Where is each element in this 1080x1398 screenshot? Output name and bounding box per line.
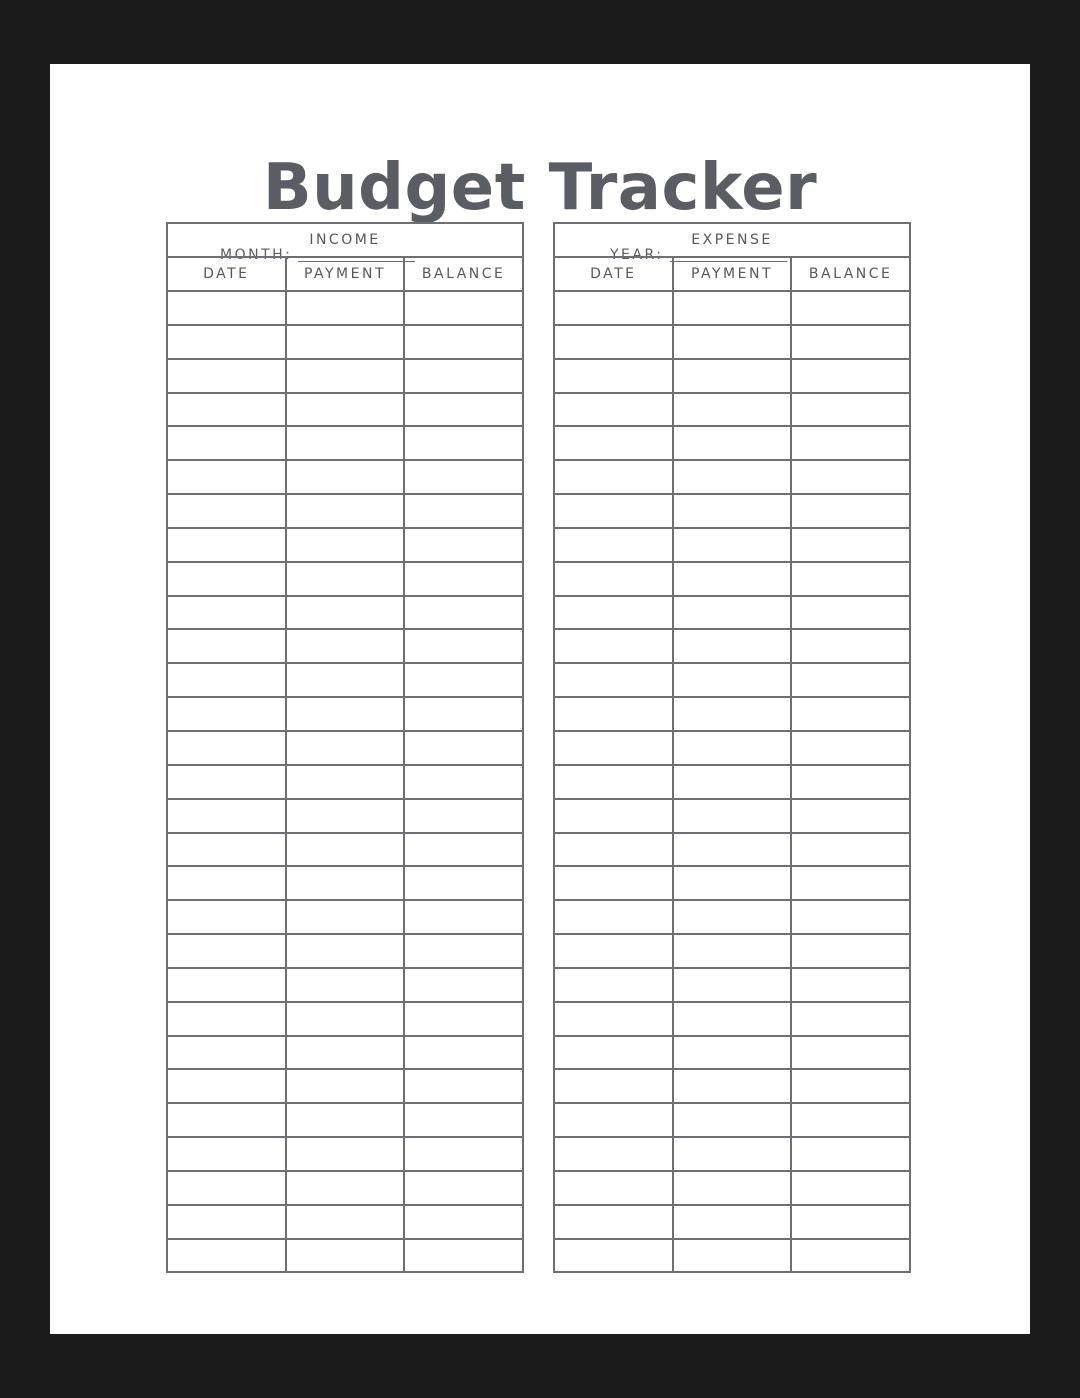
table-row (167, 833, 523, 867)
income-payment-cell[interactable] (286, 426, 405, 460)
income-balance-cell[interactable] (404, 833, 523, 867)
table-row (554, 765, 910, 799)
table-row (167, 663, 523, 697)
income-date-cell[interactable] (167, 866, 286, 900)
table-row (554, 359, 910, 393)
expense-payment-cell[interactable] (673, 731, 792, 765)
expense-payment-cell[interactable] (673, 325, 792, 359)
expense-balance-cell[interactable] (791, 1103, 910, 1137)
income-date-cell[interactable] (167, 731, 286, 765)
expense-payment-cell[interactable] (673, 765, 792, 799)
expense-payment-cell[interactable] (673, 1171, 792, 1205)
table-row (167, 562, 523, 596)
income-payment-cell[interactable] (286, 1069, 405, 1103)
expense-payment-cell[interactable] (673, 1103, 792, 1137)
income-date-cell[interactable] (167, 528, 286, 562)
expense-date-cell[interactable] (554, 1069, 673, 1103)
expense-balance-cell[interactable] (791, 1069, 910, 1103)
income-payment-cell[interactable] (286, 460, 405, 494)
income-payment-cell[interactable] (286, 325, 405, 359)
expense-balance-cell[interactable] (791, 393, 910, 427)
table-row (167, 1239, 523, 1273)
income-date-cell[interactable] (167, 1103, 286, 1137)
income-balance-cell[interactable] (404, 1036, 523, 1070)
income-payment-cell[interactable] (286, 731, 405, 765)
table-row (167, 968, 523, 1002)
month-label: MONTH: (220, 247, 293, 263)
income-payment-cell[interactable] (286, 1002, 405, 1036)
income-payment-cell[interactable] (286, 1171, 405, 1205)
year-label: YEAR: (610, 247, 664, 263)
expense-payment-cell[interactable] (673, 799, 792, 833)
expense-date-cell[interactable] (554, 1036, 673, 1070)
table-row (167, 1069, 523, 1103)
expense-date-cell[interactable] (554, 494, 673, 528)
expense-balance-cell[interactable] (791, 494, 910, 528)
table-row (167, 393, 523, 427)
income-balance-cell[interactable] (404, 426, 523, 460)
expense-balance-cell[interactable] (791, 460, 910, 494)
income-table (166, 222, 524, 1273)
table-row (554, 731, 910, 765)
table-row (554, 1103, 910, 1137)
income-date-cell[interactable] (167, 629, 286, 663)
expense-balance-cell[interactable] (791, 866, 910, 900)
income-balance-cell[interactable] (404, 494, 523, 528)
expense-date-cell[interactable] (554, 765, 673, 799)
table-row (554, 900, 910, 934)
income-balance-cell[interactable] (404, 1205, 523, 1239)
page-title: Budget Tracker (262, 151, 818, 225)
expense-balance-cell[interactable] (791, 833, 910, 867)
table-row (167, 460, 523, 494)
table-row (167, 359, 523, 393)
expense-balance-cell[interactable] (791, 1036, 910, 1070)
income-date-cell[interactable] (167, 799, 286, 833)
income-date-cell[interactable] (167, 1239, 286, 1273)
income-balance-header: BALANCE (404, 257, 523, 291)
income-date-header: DATE (167, 257, 286, 291)
table-row (554, 325, 910, 359)
expense-balance-cell[interactable] (791, 900, 910, 934)
income-balance-cell[interactable] (404, 393, 523, 427)
expense-payment-cell[interactable] (673, 833, 792, 867)
income-payment-cell[interactable] (286, 697, 405, 731)
expense-date-cell[interactable] (554, 291, 673, 325)
income-payment-cell[interactable] (286, 900, 405, 934)
table-row (167, 934, 523, 968)
income-payment-cell[interactable] (286, 494, 405, 528)
expense-rows (554, 291, 910, 1272)
expense-date-header: DATE (554, 257, 673, 291)
expense-balance-cell[interactable] (791, 1239, 910, 1273)
income-balance-cell[interactable] (404, 765, 523, 799)
expense-balance-cell[interactable] (791, 1002, 910, 1036)
income-date-cell[interactable] (167, 934, 286, 968)
income-payment-cell[interactable] (286, 1137, 405, 1171)
expense-table (553, 222, 911, 1273)
table-row (167, 629, 523, 663)
income-payment-cell[interactable] (286, 866, 405, 900)
income-date-cell[interactable] (167, 1137, 286, 1171)
expense-date-cell[interactable] (554, 731, 673, 765)
expense-date-cell[interactable] (554, 528, 673, 562)
expense-balance-cell[interactable] (791, 1137, 910, 1171)
expense-payment-header: PAYMENT (673, 257, 792, 291)
income-date-cell[interactable] (167, 968, 286, 1002)
income-date-cell[interactable] (167, 426, 286, 460)
expense-payment-cell[interactable] (673, 1205, 792, 1239)
income-date-cell[interactable] (167, 291, 286, 325)
income-balance-cell[interactable] (404, 596, 523, 630)
expense-date-cell[interactable] (554, 426, 673, 460)
income-payment-cell[interactable] (286, 291, 405, 325)
expense-date-cell[interactable] (554, 460, 673, 494)
expense-payment-cell[interactable] (673, 494, 792, 528)
expense-payment-cell[interactable] (673, 1239, 792, 1273)
income-payment-cell[interactable] (286, 1205, 405, 1239)
table-row (554, 1205, 910, 1239)
income-payment-cell[interactable] (286, 1036, 405, 1070)
expense-balance-cell[interactable] (791, 291, 910, 325)
income-date-cell[interactable] (167, 833, 286, 867)
expense-payment-cell[interactable] (673, 460, 792, 494)
income-balance-cell[interactable] (404, 1171, 523, 1205)
expense-date-cell[interactable] (554, 697, 673, 731)
income-payment-cell[interactable] (286, 765, 405, 799)
expense-date-cell[interactable] (554, 1205, 673, 1239)
table-row (554, 426, 910, 460)
income-balance-cell[interactable] (404, 1239, 523, 1273)
table-row (554, 934, 910, 968)
expense-balance-cell[interactable] (791, 359, 910, 393)
income-balance-cell[interactable] (404, 359, 523, 393)
table-row (167, 1036, 523, 1070)
table-row (167, 1137, 523, 1171)
income-balance-cell[interactable] (404, 562, 523, 596)
income-date-cell[interactable] (167, 1205, 286, 1239)
table-row (554, 663, 910, 697)
table-row (554, 968, 910, 1002)
income-rows (167, 291, 523, 1272)
table-row (167, 291, 523, 325)
expense-payment-cell[interactable] (673, 968, 792, 1002)
table-row (167, 1171, 523, 1205)
income-payment-cell[interactable] (286, 1103, 405, 1137)
expense-date-cell[interactable] (554, 1002, 673, 1036)
expense-date-cell[interactable] (554, 968, 673, 1002)
expense-payment-cell[interactable] (673, 934, 792, 968)
expense-payment-cell[interactable] (673, 596, 792, 630)
income-date-cell[interactable] (167, 900, 286, 934)
table-row (554, 1171, 910, 1205)
expense-date-cell[interactable] (554, 1137, 673, 1171)
income-date-cell[interactable] (167, 1171, 286, 1205)
income-date-cell[interactable] (167, 663, 286, 697)
table-row (554, 596, 910, 630)
expense-balance-cell[interactable] (791, 663, 910, 697)
expense-date-cell[interactable] (554, 799, 673, 833)
table-row (167, 697, 523, 731)
income-payment-cell[interactable] (286, 528, 405, 562)
income-balance-cell[interactable] (404, 799, 523, 833)
table-row (554, 697, 910, 731)
expense-balance-header: BALANCE (791, 257, 910, 291)
income-date-cell[interactable] (167, 596, 286, 630)
income-payment-header: PAYMENT (286, 257, 405, 291)
income-payment-cell[interactable] (286, 629, 405, 663)
expense-balance-cell[interactable] (791, 325, 910, 359)
income-date-cell[interactable] (167, 765, 286, 799)
table-row (554, 833, 910, 867)
expense-balance-cell[interactable] (791, 968, 910, 1002)
table-row (167, 494, 523, 528)
income-payment-cell[interactable] (286, 1239, 405, 1273)
income-date-cell[interactable] (167, 393, 286, 427)
expense-balance-cell[interactable] (791, 697, 910, 731)
table-row (554, 528, 910, 562)
income-date-cell[interactable] (167, 562, 286, 596)
table-row (167, 799, 523, 833)
expense-payment-cell[interactable] (673, 528, 792, 562)
expense-date-cell[interactable] (554, 1171, 673, 1205)
table-row (554, 1069, 910, 1103)
income-payment-cell[interactable] (286, 833, 405, 867)
income-date-cell[interactable] (167, 1036, 286, 1070)
expense-payment-cell[interactable] (673, 866, 792, 900)
income-balance-cell[interactable] (404, 934, 523, 968)
table-row (167, 1002, 523, 1036)
income-payment-cell[interactable] (286, 799, 405, 833)
expense-date-cell[interactable] (554, 1103, 673, 1137)
table-row (554, 460, 910, 494)
income-balance-cell[interactable] (404, 629, 523, 663)
expense-balance-cell[interactable] (791, 765, 910, 799)
expense-date-cell[interactable] (554, 663, 673, 697)
expense-payment-cell[interactable] (673, 663, 792, 697)
income-balance-cell[interactable] (404, 1002, 523, 1036)
table-row (167, 528, 523, 562)
expense-date-cell[interactable] (554, 596, 673, 630)
table-row (554, 291, 910, 325)
income-balance-cell[interactable] (404, 528, 523, 562)
income-balance-cell[interactable] (404, 1137, 523, 1171)
expense-balance-cell[interactable] (791, 426, 910, 460)
income-payment-cell[interactable] (286, 393, 405, 427)
expense-date-cell[interactable] (554, 325, 673, 359)
income-heading: INCOME (167, 223, 523, 257)
expense-payment-cell[interactable] (673, 900, 792, 934)
income-payment-cell[interactable] (286, 596, 405, 630)
expense-payment-cell[interactable] (673, 393, 792, 427)
income-balance-cell[interactable] (404, 1069, 523, 1103)
income-date-cell[interactable] (167, 1069, 286, 1103)
income-balance-cell[interactable] (404, 866, 523, 900)
table-row (167, 1103, 523, 1137)
table-row (554, 1002, 910, 1036)
income-date-cell[interactable] (167, 359, 286, 393)
expense-date-cell[interactable] (554, 562, 673, 596)
income-balance-cell[interactable] (404, 663, 523, 697)
income-date-cell[interactable] (167, 460, 286, 494)
expense-payment-cell[interactable] (673, 359, 792, 393)
expense-payment-cell[interactable] (673, 629, 792, 663)
income-balance-cell[interactable] (404, 731, 523, 765)
expense-date-cell[interactable] (554, 934, 673, 968)
expense-balance-cell[interactable] (791, 528, 910, 562)
expense-payment-cell[interactable] (673, 1137, 792, 1171)
income-balance-cell[interactable] (404, 1103, 523, 1137)
expense-balance-cell[interactable] (791, 562, 910, 596)
income-balance-cell[interactable] (404, 291, 523, 325)
table-row (167, 765, 523, 799)
income-date-cell[interactable] (167, 1002, 286, 1036)
expense-date-cell[interactable] (554, 833, 673, 867)
expense-balance-cell[interactable] (791, 596, 910, 630)
expense-balance-cell[interactable] (791, 799, 910, 833)
expense-payment-cell[interactable] (673, 291, 792, 325)
table-row (554, 562, 910, 596)
table-row (554, 799, 910, 833)
expense-payment-cell[interactable] (673, 1036, 792, 1070)
table-row (167, 1205, 523, 1239)
income-payment-cell[interactable] (286, 934, 405, 968)
table-row (554, 494, 910, 528)
income-payment-cell[interactable] (286, 562, 405, 596)
expense-heading: EXPENSE (554, 223, 910, 257)
income-payment-cell[interactable] (286, 359, 405, 393)
income-balance-cell[interactable] (404, 900, 523, 934)
table-row (554, 1239, 910, 1273)
expense-balance-cell[interactable] (791, 1205, 910, 1239)
table-row (554, 1137, 910, 1171)
expense-date-cell[interactable] (554, 1239, 673, 1273)
expense-date-cell[interactable] (554, 359, 673, 393)
expense-payment-cell[interactable] (673, 426, 792, 460)
expense-payment-cell[interactable] (673, 1002, 792, 1036)
income-payment-cell[interactable] (286, 663, 405, 697)
income-balance-cell[interactable] (404, 968, 523, 1002)
expense-payment-cell[interactable] (673, 697, 792, 731)
table-row (167, 596, 523, 630)
expense-date-cell[interactable] (554, 393, 673, 427)
expense-balance-cell[interactable] (791, 1171, 910, 1205)
expense-date-cell[interactable] (554, 866, 673, 900)
expense-payment-cell[interactable] (673, 1069, 792, 1103)
table-row (167, 866, 523, 900)
income-date-cell[interactable] (167, 494, 286, 528)
income-date-cell[interactable] (167, 697, 286, 731)
table-row (167, 426, 523, 460)
expense-balance-cell[interactable] (791, 629, 910, 663)
income-balance-cell[interactable] (404, 325, 523, 359)
expense-date-cell[interactable] (554, 900, 673, 934)
table-row (554, 866, 910, 900)
table-row (167, 325, 523, 359)
table-row (554, 629, 910, 663)
expense-balance-cell[interactable] (791, 731, 910, 765)
expense-payment-cell[interactable] (673, 562, 792, 596)
expense-date-cell[interactable] (554, 629, 673, 663)
income-payment-cell[interactable] (286, 968, 405, 1002)
table-row (554, 393, 910, 427)
table-row (167, 900, 523, 934)
expense-balance-cell[interactable] (791, 934, 910, 968)
income-date-cell[interactable] (167, 325, 286, 359)
table-row (554, 1036, 910, 1070)
table-row (167, 731, 523, 765)
income-balance-cell[interactable] (404, 460, 523, 494)
income-balance-cell[interactable] (404, 697, 523, 731)
